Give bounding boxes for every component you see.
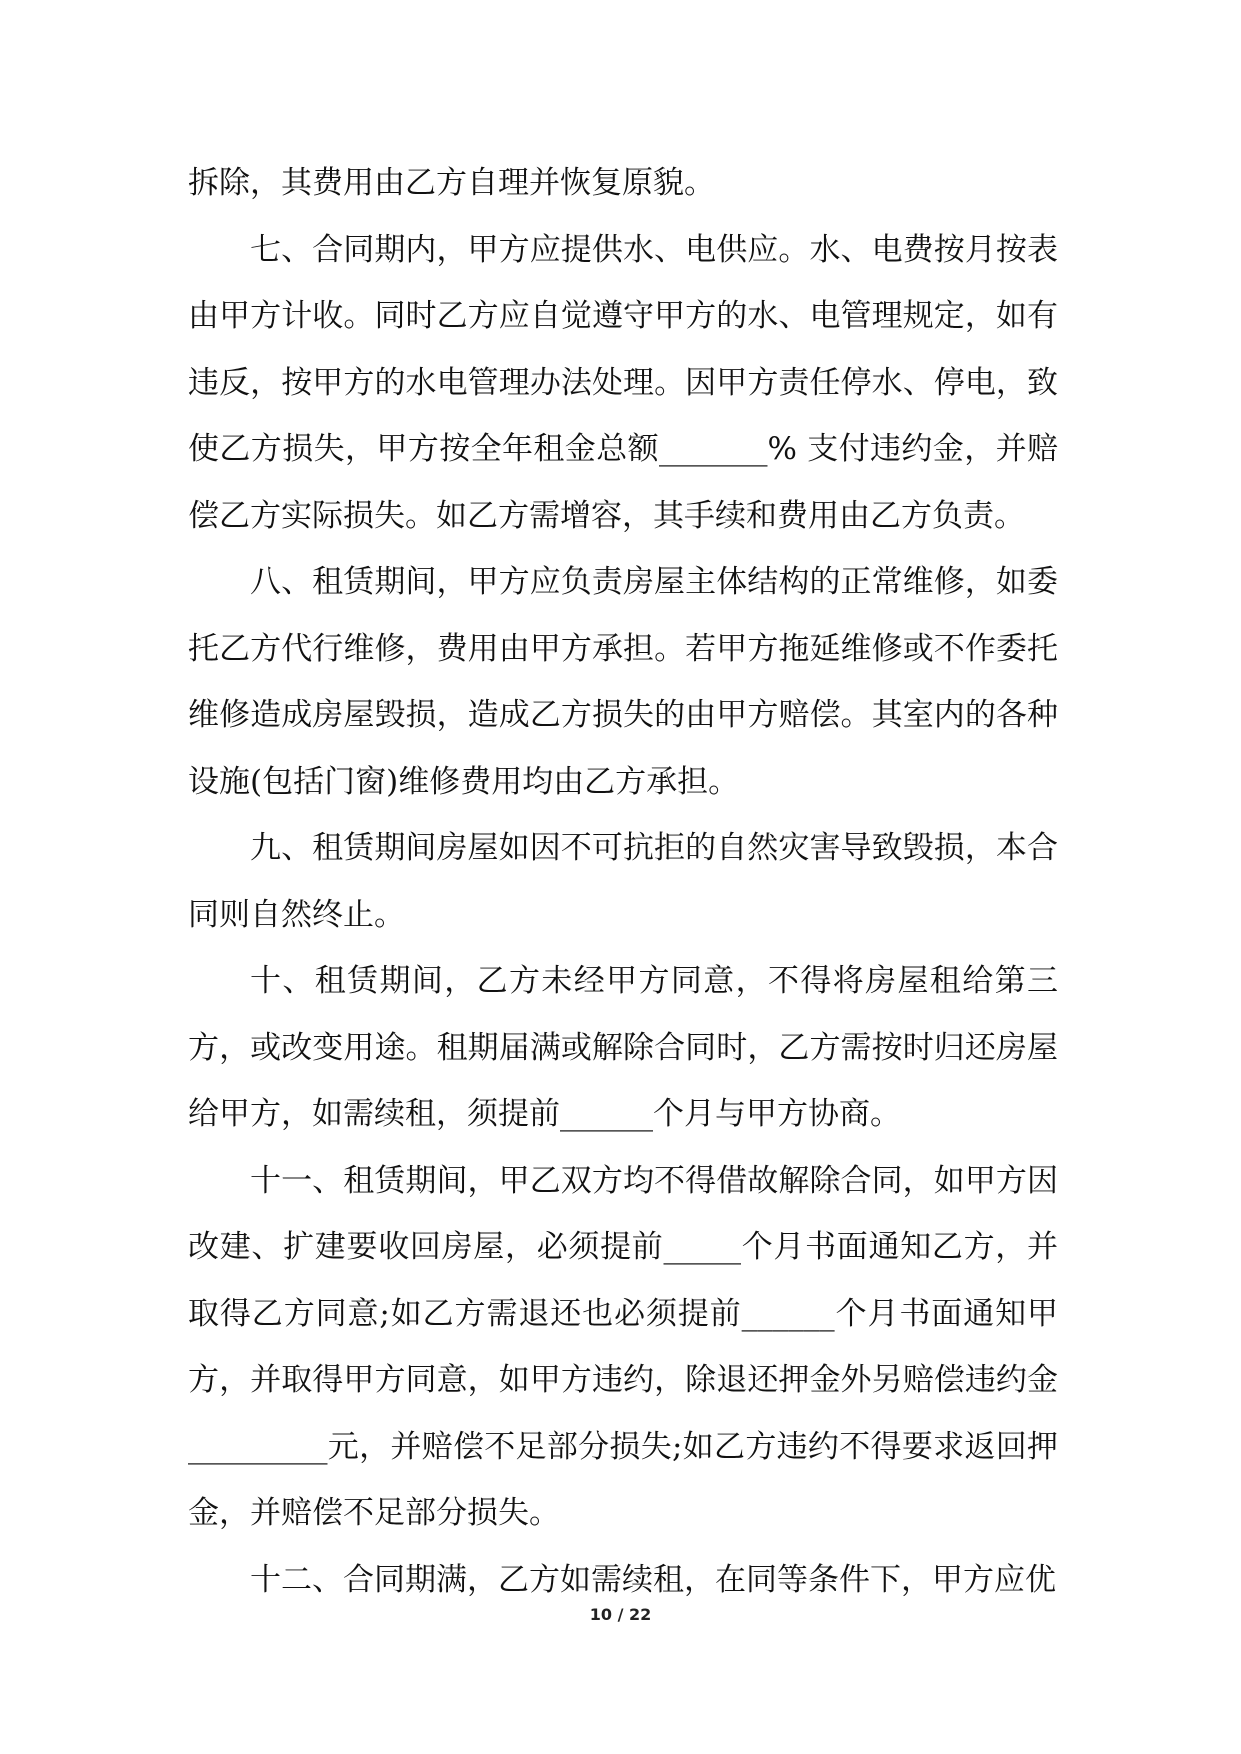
- paragraph-clause-7: 七、合同期内，甲方应提供水、电供应。水、电费按月按表由甲方计收。同时乙方应自觉遵守甲方的水、电管理规定，如有违反，按甲方的水电管理办法处理。因甲方责任停水、停电，致使乙方损失，甲方按全年租金总额_______% 支付违约金，并赔偿乙方实际损失。如乙方需增容，其手续和费用由乙方负责。: [188, 231, 1058, 534]
- page-number: 10 / 22: [589, 1605, 652, 1624]
- paragraph-clause-12: 十二、合同期满，乙方如需续租，在同等条件下，甲方应优: [250, 1561, 1056, 1598]
- paragraph-clause-11: 十一、租赁期间，甲乙双方均不得借故解除合同，如甲方因改建、扩建要收回房屋，必须提前_____个月书面通知乙方，并取得乙方同意;如乙方需退还也必须提前______个月书面通知甲方，并取得甲方同意，如甲方违约，除退还押金外另赔偿违约金_________元，并赔偿不足部分损失;如乙方违约不得要求返回押金，并赔偿不足部分损失。: [188, 1162, 1058, 1531]
- paragraph-clause-9: 九、租赁期间房屋如因不可抗拒的自然灾害导致毁损，本合同则自然终止。: [188, 830, 1058, 933]
- document-body: [188, 150, 1058, 1613]
- paragraph-continued: 拆除，其费用由乙方自理并恢复原貌。: [188, 165, 715, 201]
- paragraph-clause-8: 八、租赁期间，甲方应负责房屋主体结构的正常维修，如委托乙方代行维修，费用由甲方承担。若甲方拖延维修或不作委托维修造成房屋毁损，造成乙方损失的由甲方赔偿。其室内的各种设施(包括门窗)维修费用均由乙方承担。: [188, 564, 1058, 800]
- paragraph-clause-10: 十、租赁期间，乙方未经甲方同意，不得将房屋租给第三方，或改变用途。租期届满或解除合同时，乙方需按时归还房屋给甲方，如需续租，须提前______个月与甲方协商。: [188, 963, 1058, 1132]
